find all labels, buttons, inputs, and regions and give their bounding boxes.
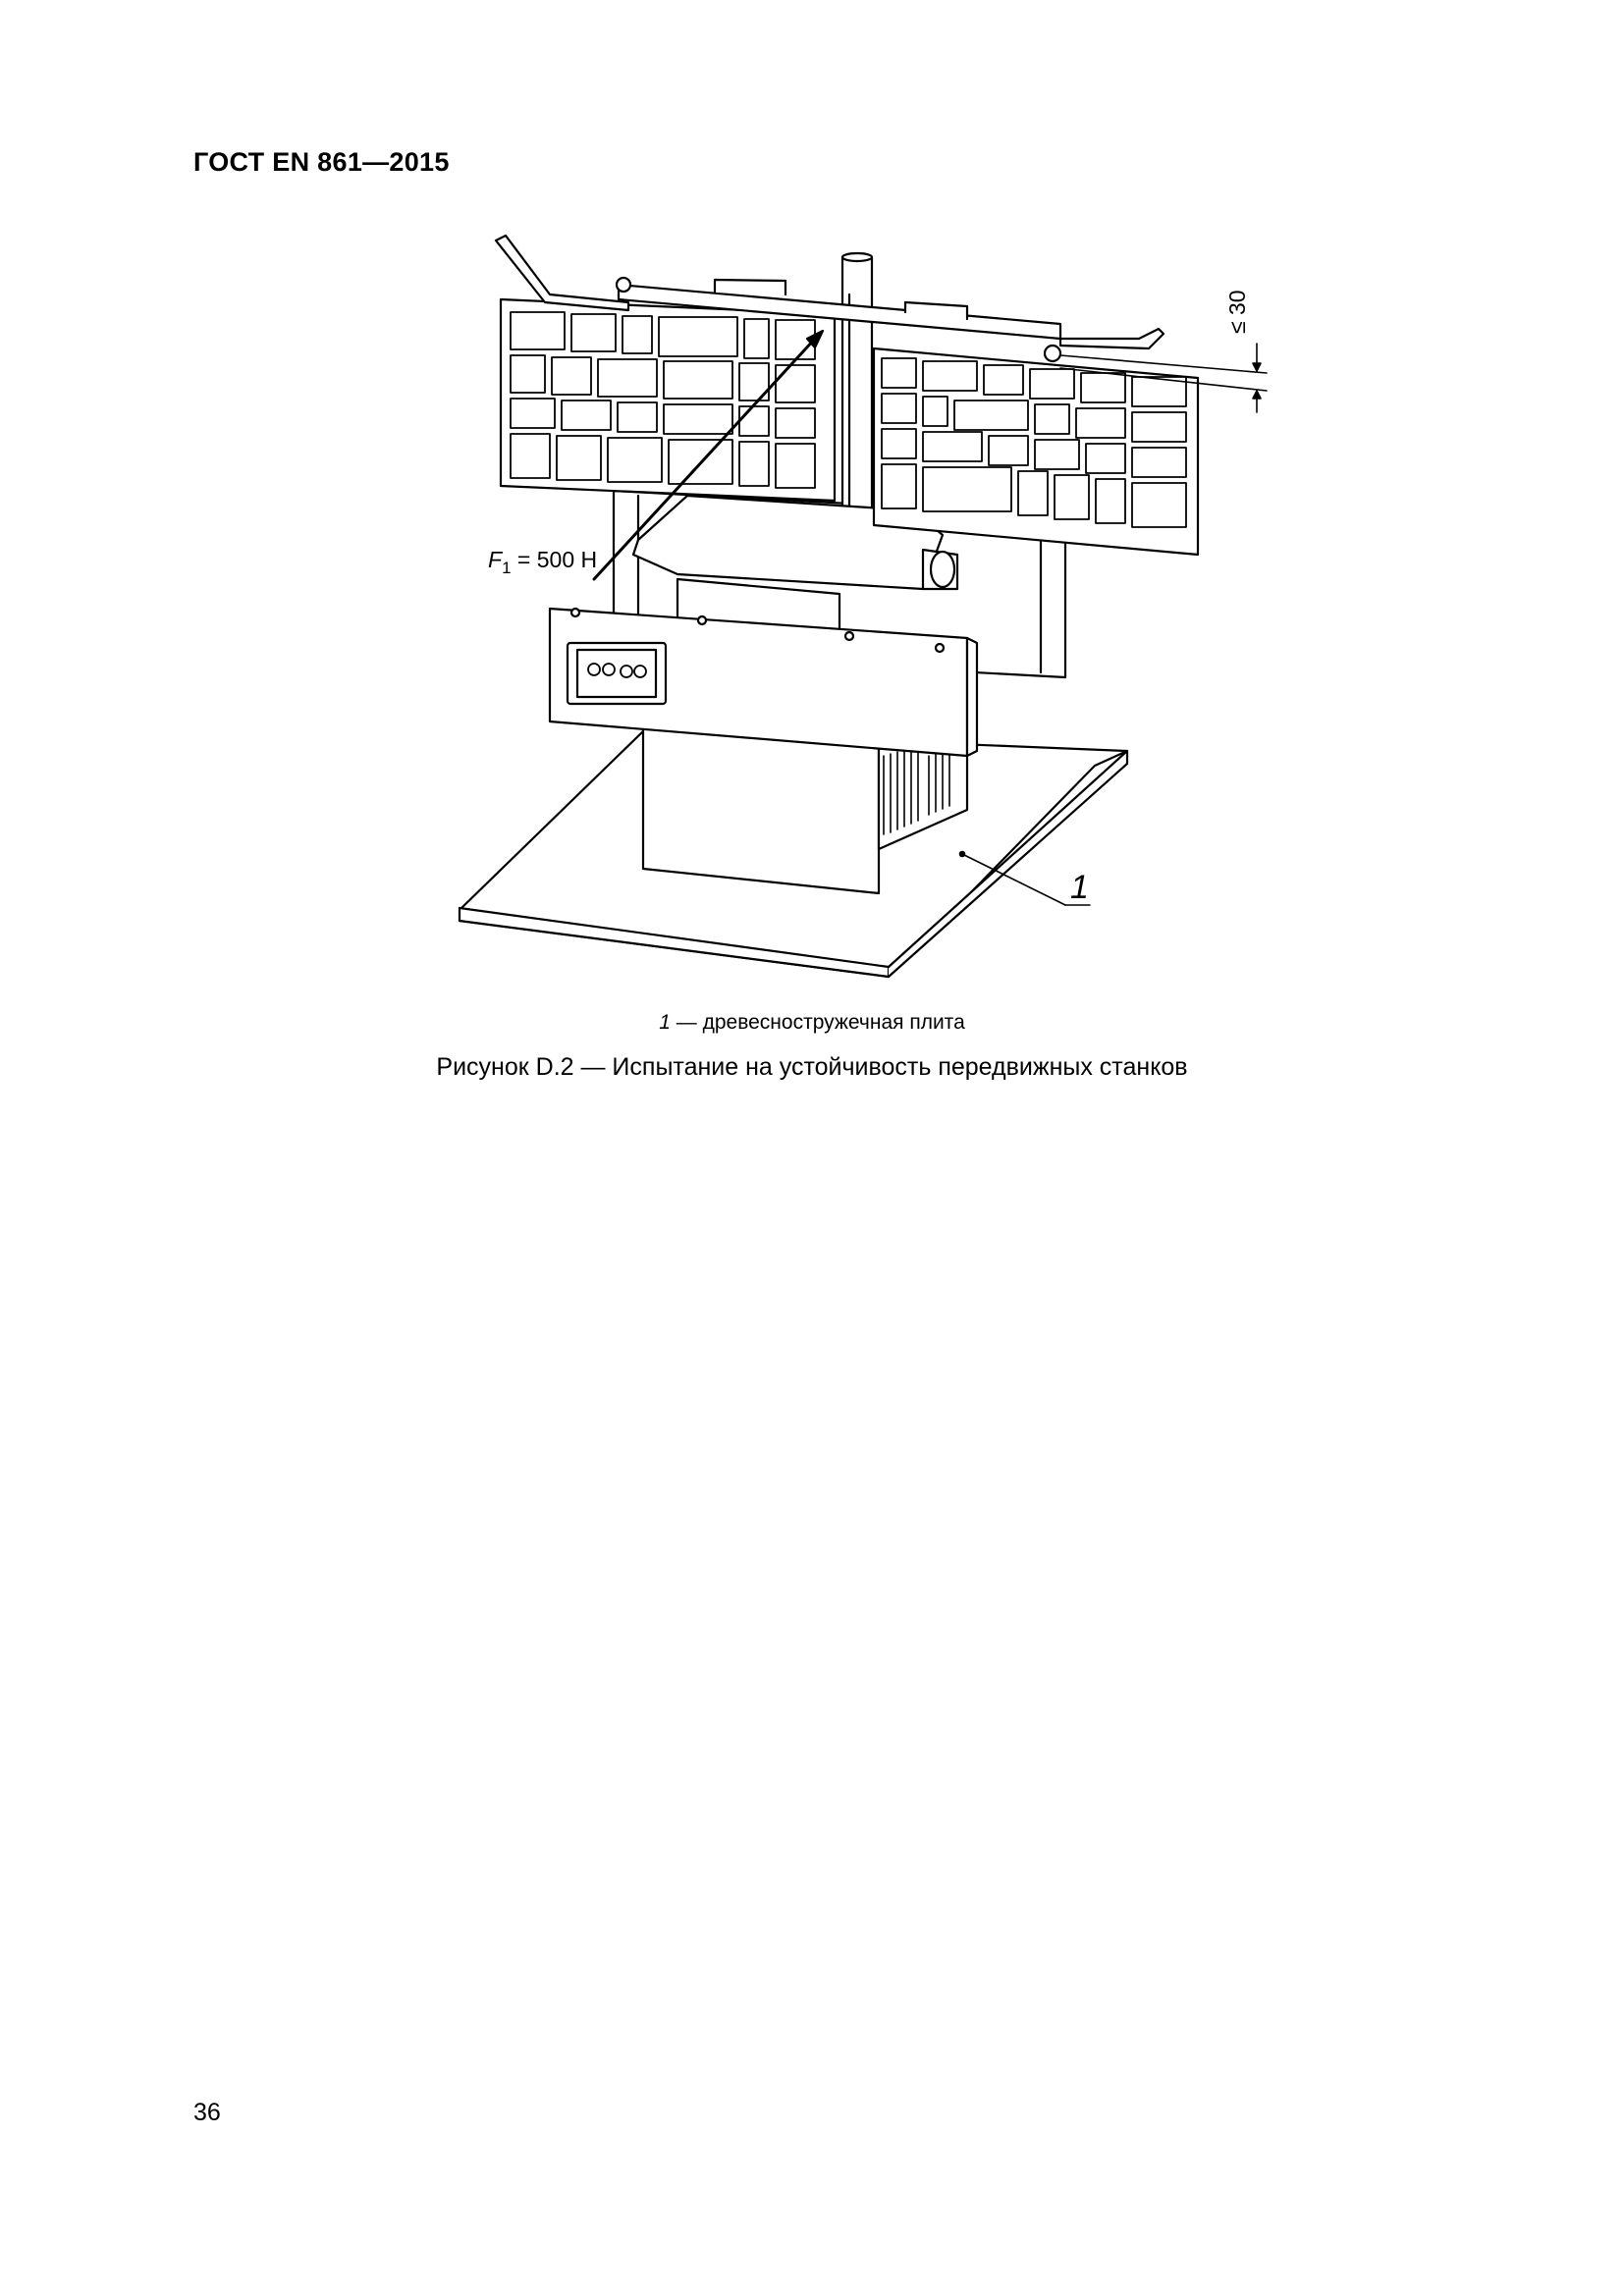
legend-item-text: — древесностружечная плита [670, 1011, 965, 1034]
force-label: $F_1 = 500$ Н [488, 547, 598, 577]
page-number: 36 [193, 2099, 221, 2126]
figure-drawing [432, 226, 1250, 991]
document-header: ГОСТ EN 861—2015 [193, 147, 450, 177]
dimension-label: ≤ 30 [1224, 290, 1250, 334]
right-weight-rack [874, 348, 1198, 555]
machine-stability-test-drawing [432, 226, 1250, 991]
figure-legend [0, 1011, 1624, 1035]
figure-caption: Рисунок D.2 — Испытание на устойчивость передвижных станков [436, 1053, 1188, 1081]
left-weight-rack [501, 299, 835, 501]
central-column [842, 253, 872, 512]
legend-item-number: 1 [659, 1011, 671, 1034]
callout-number: 1 [1070, 869, 1089, 906]
